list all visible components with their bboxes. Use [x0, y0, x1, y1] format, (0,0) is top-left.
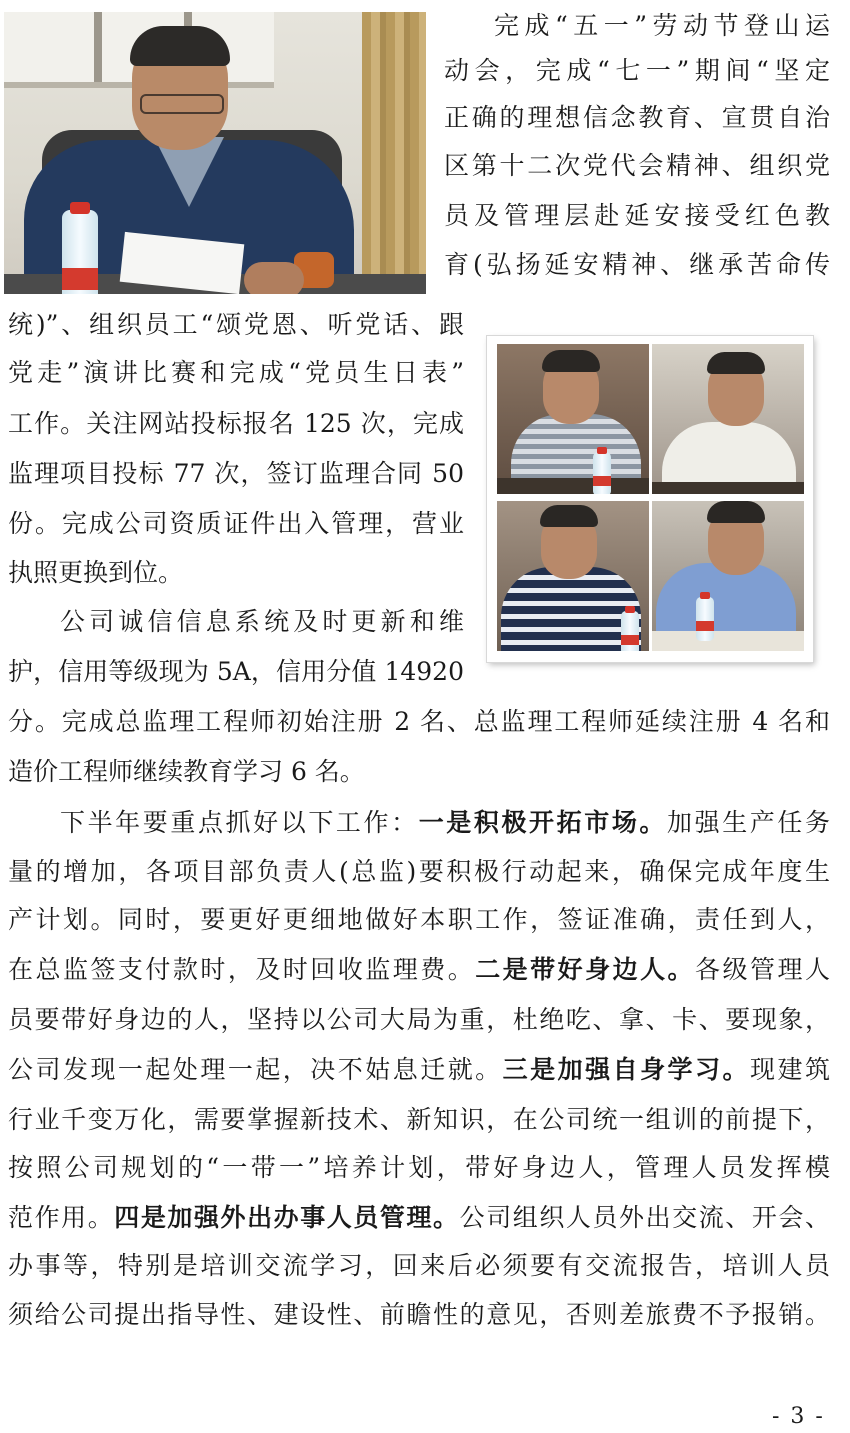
grid-photo-3 [497, 501, 649, 651]
para3-line-10: 办事等，特别是培训交流学习，回来后必须要有交流报告，培训人员 [8, 1251, 830, 1280]
para3-line-6 [8, 1052, 830, 1088]
para3-line-8: 按照公司规划的“一带一”培养计划，带好身边人，管理人员发挥模 [8, 1153, 830, 1182]
para1-line-3: 正确的理想信念教育、宣贯自治 [444, 103, 830, 132]
para1-line-5: 员及管理层赴延安接受红色教 [444, 201, 830, 230]
para1-line-1: 完成“五一”劳动节登山运 [494, 11, 830, 40]
para2-line-3: 分。完成总监理工程师初始注册 2 名、总监理工程师延续注册 4 名和 [8, 707, 830, 736]
para1-line-8: 党走”演讲比赛和完成“党员生日表” [8, 358, 464, 387]
para3-line-3: 产计划。同时，要更好更细地做好本职工作，签证准确，责任到人， [8, 905, 830, 934]
point1-title: 一是积极开拓市场。 [418, 808, 668, 837]
para3-line6-b: 现建筑 [750, 1055, 830, 1084]
para3-line-5: 员要带好身边的人，坚持以公司大局为重，杜绝吃、拿、卡、要现象， [8, 1005, 830, 1034]
para3-line-2: 量的增加，各项目部负责人(总监)要积极行动起来，确保完成年度生 [8, 857, 830, 886]
para3-line1-rest: 加强生产任务 [667, 808, 830, 837]
para3-line9-b: 公司组织人员外出交流、开会、 [459, 1203, 830, 1232]
para1-line-2: 动会，完成“七一”期间“坚定 [444, 56, 830, 85]
para3-line6-a: 公司发现一起处理一起，决不姑息迁就。 [8, 1055, 503, 1084]
para3-line-1 [8, 805, 830, 841]
para1-line-9: 工作。关注网站投标报名 125 次，完成 [8, 409, 464, 438]
para2-line-2: 护，信用等级现为 5A，信用分值 14920 [8, 657, 464, 686]
para3-line9-a: 范作用。 [8, 1203, 115, 1232]
page-number: - 3 - [772, 1404, 825, 1429]
grid-photo-2 [652, 344, 804, 494]
point3-title: 三是加强自身学习。 [502, 1055, 751, 1084]
para1-line-7: 统)”、组织员工“颂党恩、听党话、跟 [8, 310, 464, 339]
point2-title: 二是带好身边人。 [475, 955, 696, 984]
point4-title: 四是加强外出办事人员管理。 [114, 1203, 460, 1232]
para1-line-12: 执照更换到位。 [8, 558, 184, 587]
para1-line-10: 监理项目投标 77 次，签订监理合同 50 [8, 459, 464, 488]
para3-line4-a: 在总监签支付款时，及时回收监理费。 [8, 955, 476, 984]
curtain [362, 12, 426, 294]
para1-line-11: 份。完成公司资质证件出入管理，营业 [8, 509, 464, 538]
grid-photo-4 [652, 501, 804, 651]
para3-line-7: 行业千变万化，需要掌握新技术、新知识，在公司统一组训的前提下， [8, 1105, 830, 1134]
meeting-photo-grid [487, 336, 813, 662]
para2-line-4: 造价工程师继续教育学习 6 名。 [8, 757, 365, 786]
para3-intro: 下半年要重点抓好以下工作： [60, 808, 419, 837]
para3-line-4 [8, 952, 830, 988]
grid-photo-1 [497, 344, 649, 494]
para3-line4-b: 各级管理人 [695, 955, 830, 984]
speaker-hair [130, 26, 230, 66]
para3-line-11: 须给公司提出指导性、建设性、前瞻性的意见，否则差旅费不予报销。 [8, 1300, 830, 1329]
water-bottle [62, 210, 98, 294]
speaker-glasses [140, 94, 224, 114]
speaker-hand [244, 262, 304, 294]
para1-line-4: 区第十二次党代会精神、组织党 [444, 151, 830, 180]
speaker-photo [4, 12, 426, 294]
para2-line-1: 公司诚信信息系统及时更新和维 [60, 607, 464, 636]
para3-line-9 [8, 1200, 830, 1236]
para1-line-6: 育(弘扬延安精神、继承苦命传 [444, 250, 830, 279]
